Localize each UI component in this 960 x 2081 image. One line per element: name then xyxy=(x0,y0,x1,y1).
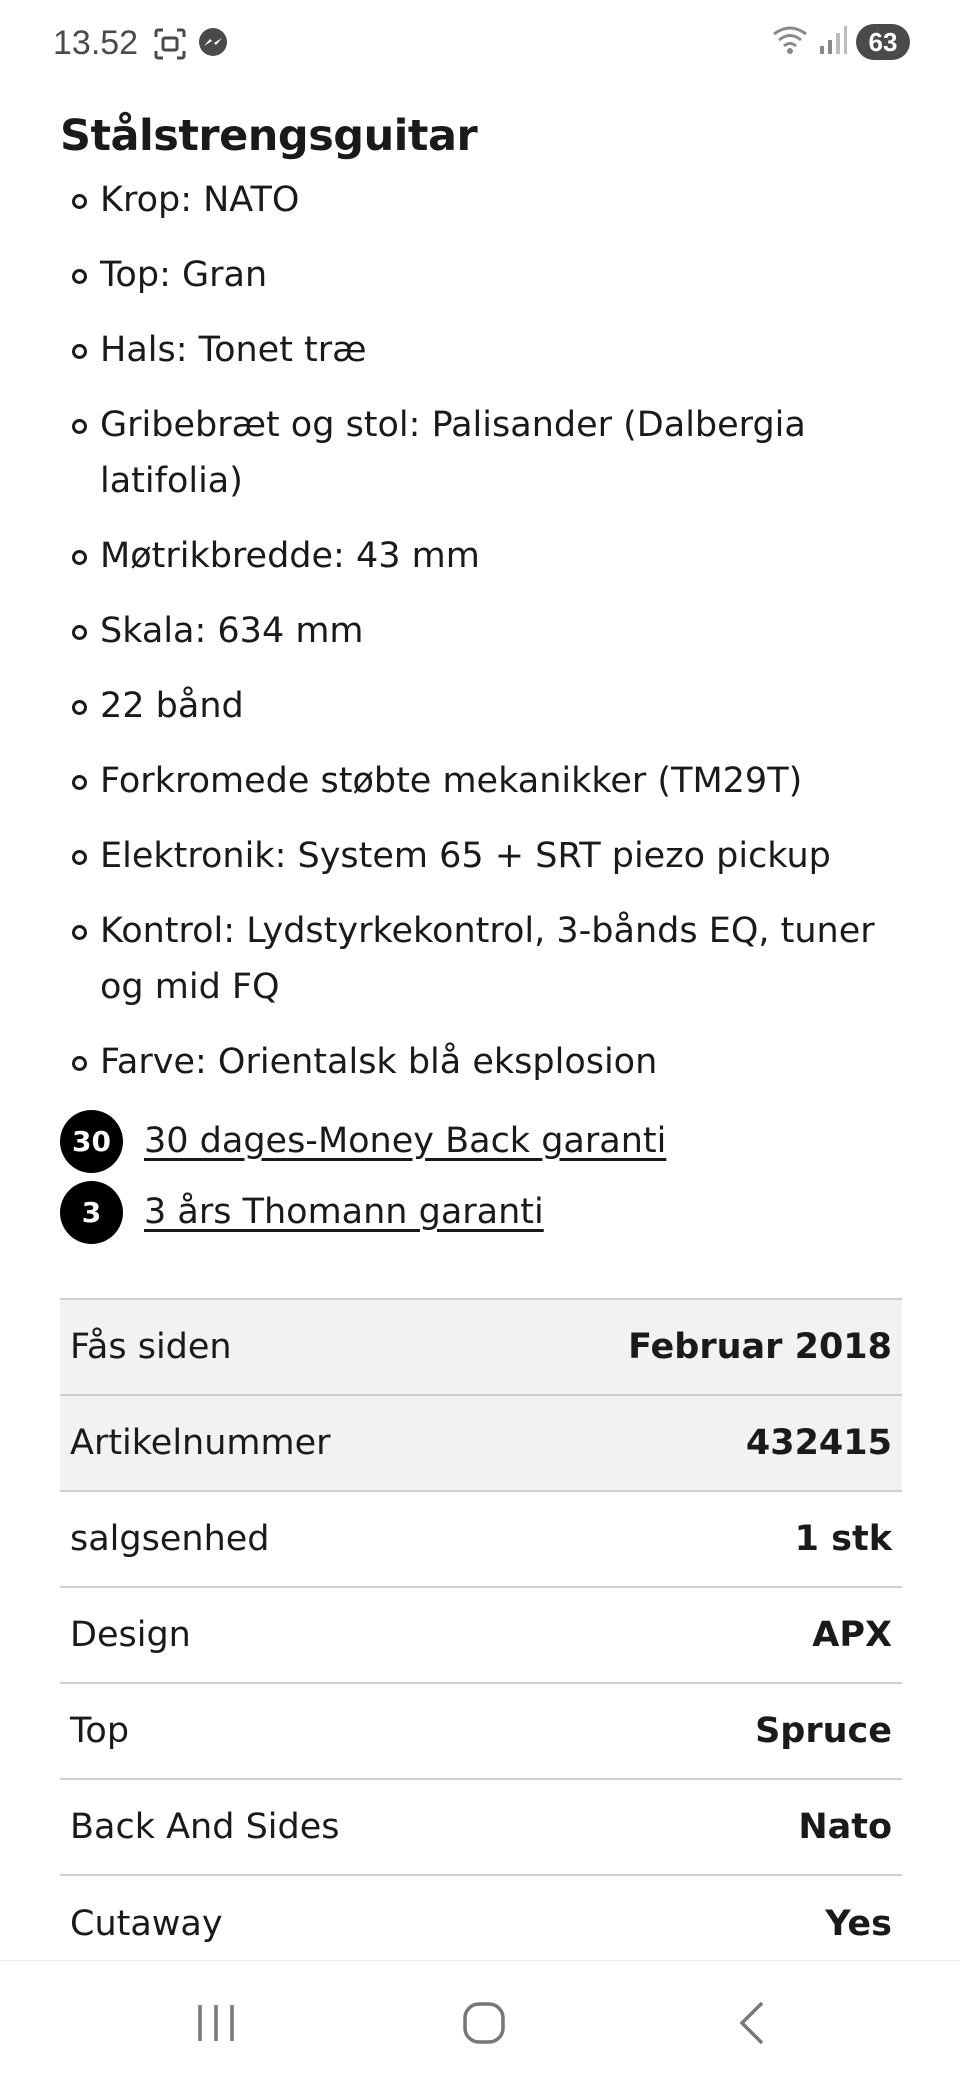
guarantee-badge: 3 xyxy=(60,1181,123,1244)
detail-label: Top xyxy=(70,1711,130,1751)
spec-item xyxy=(60,603,902,659)
table-row xyxy=(60,1491,902,1587)
product-description xyxy=(60,100,902,1251)
section-heading: Stålstrengsguitar xyxy=(60,111,478,161)
detail-value: Spruce xyxy=(755,1711,892,1751)
spec-item xyxy=(60,397,902,509)
detail-label: Cutaway xyxy=(70,1903,223,1944)
detail-value: 432415 xyxy=(745,1423,892,1463)
spec-item xyxy=(60,903,902,1015)
bullet-icon xyxy=(72,700,87,715)
spec-text: Farve: Orientalsk blå eksplosion xyxy=(100,1042,658,1082)
status-indicators xyxy=(770,24,910,60)
spec-text: Top: Gran xyxy=(100,255,268,295)
bullet-icon xyxy=(72,194,87,209)
spec-item xyxy=(60,528,902,584)
spec-text: Gribebræt og stol: Palisander (Dalbergia latifolia) xyxy=(100,405,806,501)
product-details-table xyxy=(60,1298,902,1971)
table-row xyxy=(60,1299,902,1395)
detail-label: Artikelnummer xyxy=(70,1423,331,1463)
bullet-icon xyxy=(72,625,87,640)
bullet-icon xyxy=(72,925,87,940)
bullet-icon xyxy=(72,419,87,434)
detail-label: Back And Sides xyxy=(70,1807,340,1847)
spec-item xyxy=(60,1034,902,1090)
spec-item xyxy=(60,828,902,884)
detail-value: 1 stk xyxy=(794,1519,892,1559)
spec-text: Skala: 634 mm xyxy=(100,611,364,651)
bullet-icon xyxy=(72,550,87,565)
spec-text: Krop: NATO xyxy=(100,180,300,220)
detail-value: Nato xyxy=(798,1807,892,1847)
spec-text: Elektronik: System 65 + SRT piezo pickup xyxy=(100,836,831,876)
wifi-icon xyxy=(770,24,810,60)
spec-text: Kontrol: Lydstyrkekontrol, 3-bånds EQ, tuner og mid FQ xyxy=(100,911,875,1007)
status-bar xyxy=(0,0,960,92)
table-row xyxy=(60,1395,902,1491)
spec-item xyxy=(60,678,902,734)
spec-item xyxy=(60,322,902,378)
back-icon[interactable] xyxy=(730,1999,778,2051)
spec-item xyxy=(60,172,902,228)
guarantee-money-back xyxy=(60,1109,902,1173)
spec-item xyxy=(60,753,902,809)
warranty-link[interactable]: 3 års Thomann garanti xyxy=(144,1192,544,1232)
detail-value: Yes xyxy=(825,1903,892,1944)
home-icon[interactable] xyxy=(460,1999,508,2051)
spec-list xyxy=(60,172,902,1090)
guarantee-list xyxy=(60,1109,902,1244)
detail-label: Fås siden xyxy=(70,1327,232,1367)
table-row xyxy=(60,1587,902,1683)
bullet-icon xyxy=(72,344,87,359)
detail-value: Februar 2018 xyxy=(628,1327,892,1367)
detail-label: salgsenhed xyxy=(70,1519,270,1559)
recent-apps-icon[interactable] xyxy=(192,1999,240,2051)
detail-value: APX xyxy=(812,1615,892,1655)
bullet-icon xyxy=(72,1056,87,1071)
guarantee-badge: 30 xyxy=(60,1110,123,1173)
navigation-bar xyxy=(0,1960,960,2081)
guarantee-warranty xyxy=(60,1180,902,1244)
spec-text: Forkromede støbte mekanikker (TM29T) xyxy=(100,761,803,801)
spec-text: Hals: Tonet træ xyxy=(100,330,367,370)
detail-label: Design xyxy=(70,1615,191,1655)
spec-item xyxy=(60,247,902,303)
messenger-icon xyxy=(196,26,230,64)
battery-icon: 63 xyxy=(856,24,910,60)
signal-icon xyxy=(818,24,848,60)
money-back-link[interactable]: 30 dages-Money Back garanti xyxy=(144,1121,667,1161)
table-row xyxy=(60,1683,902,1779)
spec-text: 22 bånd xyxy=(100,686,244,726)
table-row xyxy=(60,1875,902,1971)
screenshot-icon xyxy=(152,26,188,66)
bullet-icon xyxy=(72,269,87,284)
table-row xyxy=(60,1779,902,1875)
status-time: 13.52 xyxy=(53,24,139,62)
bullet-icon xyxy=(72,775,87,790)
spec-text: Møtrikbredde: 43 mm xyxy=(100,536,480,576)
bullet-icon xyxy=(72,850,87,865)
